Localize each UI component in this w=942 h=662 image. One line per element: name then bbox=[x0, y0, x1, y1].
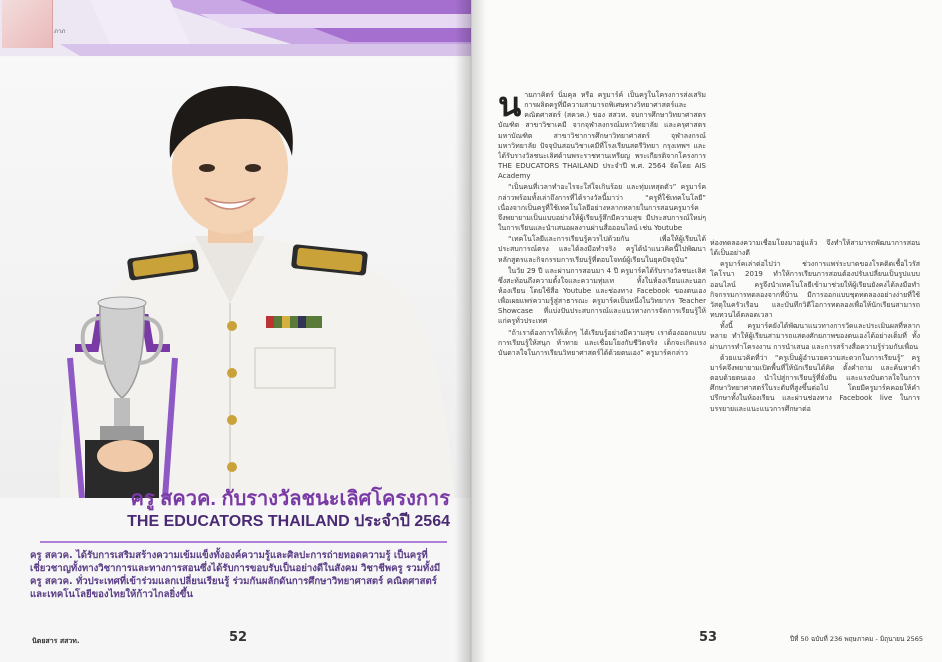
paragraph: “เทคโนโลยีและการเรียนรู้ควรไปด้วยกัน เพื่อให้ผู้เรียนได้ประสบการณ์ตรง และได้ลงมือทำจริง ครูได้นำแนวคิดนี้ไปพัฒนาหลักสูตรและกิจกรรมการเรียนรู้ที่ตอบโจทย์ผู้เรียนในยุคปัจจุบัน” bbox=[498, 235, 706, 264]
article-title-block bbox=[30, 487, 450, 533]
article-column-2 bbox=[710, 238, 920, 618]
magazine-name-footer: นิตยสาร สสวท. bbox=[32, 637, 80, 645]
article-column-1 bbox=[498, 90, 706, 625]
header-band-left bbox=[0, 0, 471, 56]
page-number-right: 53 bbox=[699, 630, 718, 645]
paragraph: ในวัย 29 ปี และผ่านการสอนมา 4 ปี ครูมาร์คได้รับรางวัลชนะเลิศซึ่งสะท้อนถึงความตั้งใจและความทุ่มเท ทั้งในห้องเรียนและนอกห้องเรียน โดยใช้สื่อ Youtube และช่องทาง Facebook ของตนเองเพื่อเผยแพร่ความรู้สู่สาธารณะ ครูมาร์คเป็นหนึ่งในวิทยากร Teacher Showcase ที่แบ่งปันประสบการณ์และแนวทางการจัดการเรียนรู้ให้แก่ครูทั่วประเทศ bbox=[498, 266, 706, 326]
header-stripes-left bbox=[0, 0, 471, 56]
paragraph: “เป็นคนที่เวลาทำอะไรจะใส่ใจเกินร้อย และทุ่มเทสุดตัว” ครูมาร์คกล่าวพร้อมทั้งเล่าถึงการที่ได้รางวัลนี้มาว่า “ครูที่ใช้เทคโนโลยี” เนื่องจากเป็นครูที่ใช้เทคโนโลยีอย่างหลากหลายในการสอนครูมาร์คจึงพยายามเป็นแบบอย่างให้ผู้เรียนรู้สึกมีความสุข มีประสบการณ์ใหม่ๆ ในการเรียนและนำเสนอผลงานผ่านสื่อออนไลน์ เช่น Youtube bbox=[498, 183, 706, 233]
page-number-left: 52 bbox=[229, 630, 248, 645]
title-divider bbox=[40, 541, 447, 543]
article-intro: ครู สควค. ได้รับการเสริมสร้างความเข้มแข็งทั้งองค์ความรู้และศิลปะการถ่ายทอดความรู้ เป็นครูที่เชี่ยวชาญทั้งทางวิชาการและทางการสอนซึ่งได้รับการขอบรับเป็นอย่างดีในสังคม วิชาชีพครู รวมทั้งมีครู สควค. ทั่วประเทศที่เข้าร่วมแลกเปลี่ยนเรียนรู้ ร่วมกันผลักดันการศึกษาวิทยาศาสตร์ คณิตศาสตร์ และเทคโนโลยีของไทยให้ก้าวไกลยิ่งขึ้น bbox=[30, 550, 441, 600]
paragraph: ายภาคิตร์ นิ่มคุล หรือ ครูมาร์ค์ เป็นครูในโครงการส่งเสริมการผลิตครูที่มีความสามารถพิเศษทางวิทยาศาสตร์และคณิตศาสตร์ (สควค.) ของ สสวท. จบการศึกษาวิทยาศาสตรบัณฑิต สาขาวิชาเคมี จากจุฬาลงกรณ์มหาวิทยาลัย และครุศาสตรมหาบัณฑิต สาขาวิชาการศึกษาวิทยาศาสตร์ จุฬาลงกรณ์มหาวิทยาลัย ปัจจุบันสอนวิชาเคมีที่โรงเรียนสตรีวิทยา กรุงเทพฯ และได้รับรางวัลชนะเลิศด้านพระราชทานเหรียญ พระเกียรติจากโครงการ THE EDUCATORS THAILAND ประจำปี พ.ศ. 2564 จัดโดย AIS Academy bbox=[498, 91, 706, 181]
paragraph: ด้วยแนวคิดที่ว่า “ครูเป็นผู้อำนวยความสะดวกในการเรียนรู้” ครูมาร์คจึงพยายามเปิดพื้นที่ให้นักเรียนได้คิด ตั้งคำถาม และค้นหาคำตอบด้วยตนเอง นำไปสู่การเรียนรู้ที่ยั่งยืน และแรงบันดาลใจในการศึกษาวิทยาศาสตร์ในระดับที่สูงขึ้นต่อไป โดยมีครูมาร์คคอยให้คำปรึกษาทั้งในห้องเรียน และผ่านช่องทาง Facebook live ในการบรรยายและแนะแนวการศึกษาต่อ bbox=[710, 353, 920, 413]
paragraph: “ถ้าเราต้องการให้เด็กๆ ได้เรียนรู้อย่างมีความสุข เราต้องออกแบบการเรียนรู้ให้สนุก ท้าทาย และเชื่อมโยงกับชีวิตจริง เด็กจะเกิดแรงบันดาลใจในการเรียนวิทยาศาสตร์ได้ด้วยตนเอง” ครูมาร์คกล่าว bbox=[498, 328, 706, 357]
header-small-label: ภาภ bbox=[54, 28, 66, 35]
page-corner-fold bbox=[2, 0, 53, 48]
paragraph: ทั้งนี้ ครูมาร์คยังได้พัฒนาแนวทางการวัดและประเมินผลที่หลากหลาย ทำให้ผู้เรียนสามารถแสดงศักยภาพของตนเองได้อย่างเต็มที่ ทั้งผ่านการทำโครงงาน การนำเสนอ และการสร้างสื่อความรู้ร่วมกับเพื่อน bbox=[710, 322, 920, 351]
teacher-with-trophy-illustration bbox=[0, 58, 471, 498]
article-title-line2: THE EDUCATORS THAILAND ประจำปี 2564 bbox=[127, 513, 450, 530]
paragraph: ห่องทดลองความเชื่อมโยงมาอยู่แล้ว จึงทำให้สามารถพัฒนาการสอนได้เป็นอย่างดี bbox=[710, 239, 920, 258]
drop-cap: น bbox=[498, 90, 522, 125]
paragraph: ครูมาร์คเล่าต่อไปว่า ช่วงการแพร่ระบาดของโรคติดเชื้อไวรัสโคโรนา 2019 ทำให้การเรียนการสอนต้องปรับเปลี่ยนเป็นรูปแบบออนไลน์ ครูจึงนำเทคโนโลยีเข้ามาช่วยให้ผู้เรียนยังคงได้ลงมือทำกิจกรรมการทดลองจากที่บ้าน มีการออกแบบชุดทดลองอย่างง่ายที่ใช้วัสดุในครัวเรือน และบันทึกวิดีโอการทดลองเพื่อให้นักเรียนสามารถทบทวนได้ตลอดเวลา bbox=[710, 260, 920, 320]
right-page bbox=[471, 0, 942, 662]
article-title-line1: ครู สควค. กับรางวัลชนะเลิศโครงการ bbox=[130, 488, 450, 510]
issue-footer: ปีที่ 50 ฉบับที่ 236 พฤษภาคม - มิถุนายน 2565 bbox=[790, 635, 924, 643]
teacher-portrait-photo bbox=[0, 58, 471, 498]
